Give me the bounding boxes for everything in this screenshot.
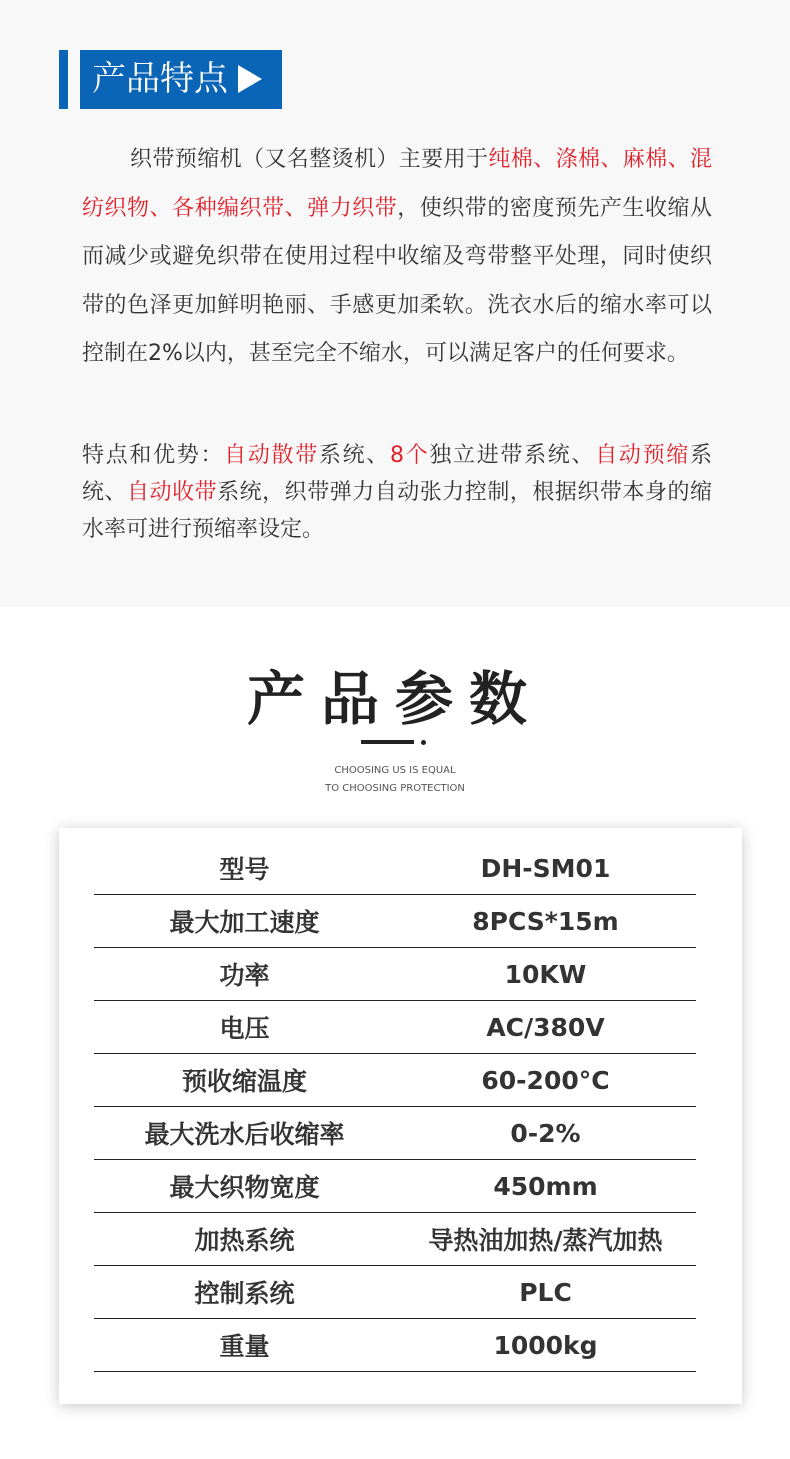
highlight-text: 自动预缩 (595, 443, 690, 468)
title-dot (421, 740, 426, 745)
table-row (94, 842, 696, 895)
param-value: 导热油加热/蒸汽加热 (428, 1226, 663, 1255)
param-label: 最大洗水后收缩率 (144, 1120, 345, 1149)
param-label: 电压 (219, 1014, 270, 1043)
body-text: 独立进带系统、 (429, 443, 596, 468)
param-label: 重量 (219, 1332, 270, 1361)
body-text: ，使织带的密度预先产生收缩从而减少或避免织带在使用过程中收缩及弯带整平处理，同时使织带的色泽更加鲜明艳丽、手感更加柔软。洗衣水后的缩水率可以控制在2%以内，甚至完全不缩水，可以满足客户的任何要求。 (82, 195, 712, 366)
body-text: 系统，织带弹力自动张力控制，根据织带本身的缩水率可进行预缩率设定。 (82, 480, 712, 542)
param-value: DH-SM01 (480, 853, 611, 883)
table-row (94, 948, 696, 1001)
param-value: 8PCS*15m (472, 906, 619, 936)
section-header (80, 50, 282, 109)
highlight-text: 纯棉、涤棉、麻棉、混纺织物、各种编织带、弹力织带 (82, 147, 712, 221)
body-text: 系统、 (318, 443, 390, 468)
section-header-label: 产品特点 (92, 59, 228, 99)
table-row (94, 1001, 696, 1054)
highlight-text: 8个 (389, 443, 430, 468)
features-paragraph-1 (82, 136, 712, 379)
highlight-text: 自动收带 (127, 480, 218, 505)
body-text: 织带预缩机（又名整烫机）主要用于 (130, 147, 489, 172)
param-label: 加热系统 (194, 1226, 295, 1255)
param-label: 最大加工速度 (169, 908, 320, 937)
table-row (94, 1319, 696, 1372)
param-value: 450mm (493, 1171, 598, 1201)
table-row (94, 1107, 696, 1160)
body-text: 特点和优势： (82, 443, 225, 468)
param-value: PLC (519, 1277, 572, 1307)
params-table (94, 842, 696, 1372)
features-paragraph-2 (82, 437, 712, 548)
section-accent-bar (59, 50, 68, 109)
table-row (94, 1266, 696, 1319)
params-subtitle-line-2: TO CHOOSING PROTECTION (325, 783, 465, 794)
title-underline (361, 740, 414, 744)
highlight-text: 自动散带 (224, 443, 319, 468)
param-label: 功率 (219, 961, 270, 990)
product-features-section (0, 0, 790, 607)
param-label: 预收缩温度 (181, 1067, 307, 1096)
table-row (94, 1054, 696, 1107)
params-title: 产品参数 (246, 665, 543, 733)
table-row (94, 895, 696, 948)
param-value: 1000kg (493, 1330, 598, 1360)
body-text: 系统、 (82, 443, 712, 505)
param-value: AC/380V (486, 1012, 605, 1042)
param-label: 型号 (219, 855, 270, 884)
param-value: 0-2% (510, 1118, 581, 1148)
table-row (94, 1213, 696, 1266)
table-row (94, 1160, 696, 1213)
param-label: 最大织物宽度 (169, 1173, 320, 1202)
param-value: 60-200°C (481, 1065, 610, 1095)
param-label: 控制系统 (194, 1279, 295, 1308)
play-arrow-icon (238, 65, 262, 93)
params-subtitle-line-1: CHOOSING US IS EQUAL (334, 765, 456, 776)
param-value: 10KW (504, 959, 587, 989)
